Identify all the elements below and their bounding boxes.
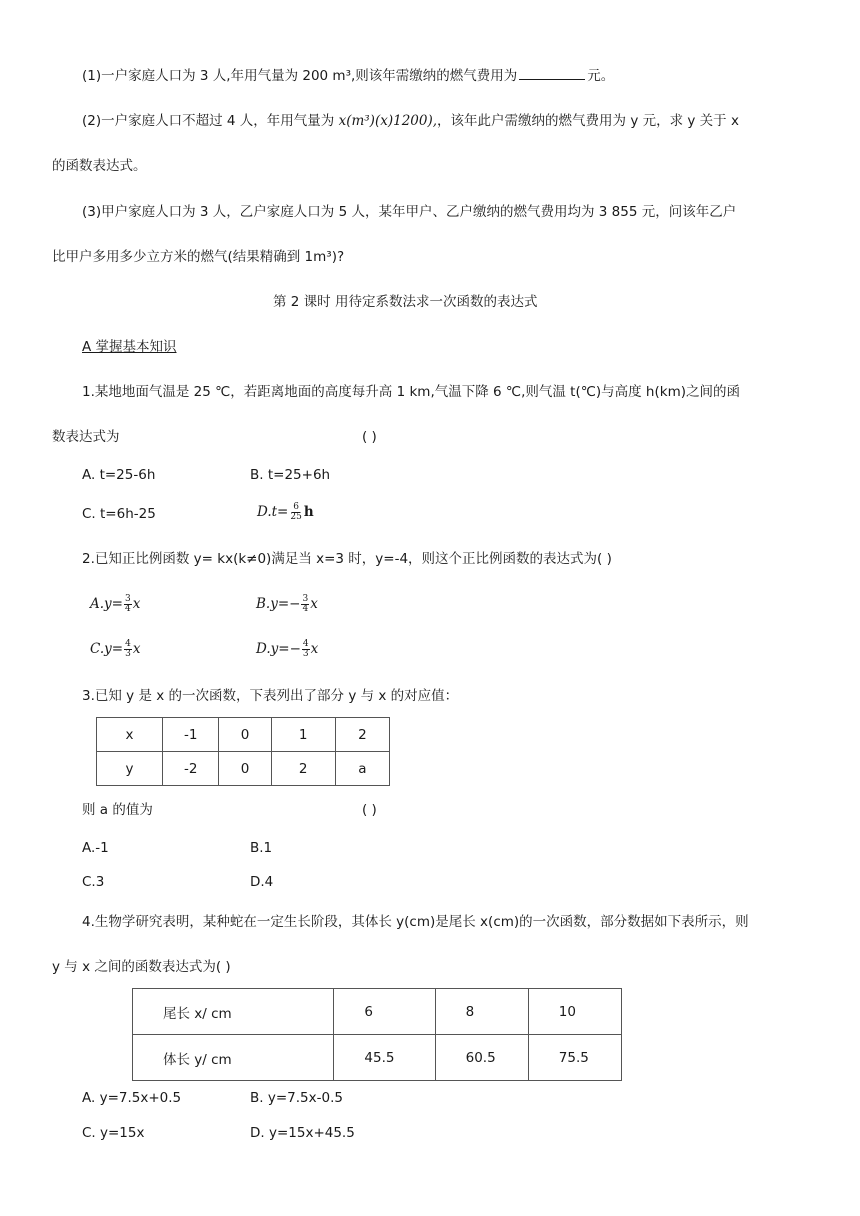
- section-title: 第 2 课时 用待定系数法求一次函数的表达式: [273, 294, 538, 310]
- fraction: $\frac{4}{3}$: [302, 639, 309, 659]
- q3-stem: 3.已知 y 是 x 的一次函数，下表列出了部分 y 与 x 的对应值：: [82, 688, 459, 704]
- prev-q3-line-2: 比甲户多用多少立方米的燃气(结果精确到 1m³)?: [52, 249, 345, 265]
- table-cell: 6: [334, 989, 435, 1035]
- table-cell: 60.5: [435, 1035, 528, 1081]
- q4-option-c: C. y=15x: [82, 1125, 145, 1141]
- q2-option-d: D.y=− $\frac{4}{3}$ x: [256, 639, 319, 659]
- table-row: [133, 989, 622, 1035]
- fraction: $\frac{4}{3}$: [125, 639, 131, 659]
- q2-option-c: C.y= $\frac{4}{3}$ x: [90, 639, 141, 659]
- table-cell: x: [97, 718, 163, 752]
- q3-option-b: B.1: [250, 840, 273, 856]
- q2-option-b: B.y=− $\frac{3}{4}$ x: [256, 594, 318, 614]
- q2-option-a: A.y= $\frac{3}{4}$ x: [90, 594, 141, 614]
- fraction: $\frac{3}{4}$: [302, 594, 309, 614]
- table-cell: 45.5: [334, 1035, 435, 1081]
- q3-ask: 则 a 的值为: [82, 802, 153, 818]
- fraction: $\frac{6}{25}$: [290, 502, 302, 522]
- table-cell: 2: [271, 752, 335, 786]
- table-cell: 8: [435, 989, 528, 1035]
- q1-option-c: C. t=6h-25: [82, 506, 156, 522]
- q4-stem-2: y 与 x 之间的函数表达式为( ): [52, 959, 231, 975]
- prev-q2-line: [82, 112, 739, 130]
- q4-option-a: A. y=7.5x+0.5: [82, 1090, 182, 1106]
- table-row: [97, 718, 390, 752]
- table-cell: -1: [163, 718, 219, 752]
- prev-q2-text-a: (2)一户家庭人口不超过 4 人，年用气量为: [82, 113, 335, 129]
- q3-answer-paren: ( ): [362, 802, 377, 818]
- table-cell: 尾长 x/ cm: [133, 989, 334, 1035]
- q1-stem-2: 数表达式为: [52, 429, 120, 445]
- table-cell: 1: [271, 718, 335, 752]
- q4-stem: 4.生物学研究表明，某种蛇在一定生长阶段，其体长 y(cm)是尾长 x(cm)的一次函数，部分数据如下表所示，则: [82, 914, 749, 930]
- table-cell: 10: [528, 989, 621, 1035]
- table-cell: 0: [219, 752, 271, 786]
- table-cell: a: [335, 752, 389, 786]
- q1-option-b: B. t=25+6h: [250, 467, 331, 483]
- q1-option-a: A. t=25-6h: [82, 467, 156, 483]
- q4-option-b: B. y=7.5x-0.5: [250, 1090, 343, 1106]
- table-cell: 75.5: [528, 1035, 621, 1081]
- table-cell: 0: [219, 718, 271, 752]
- q3-table: [96, 717, 390, 786]
- q4-option-d: D. y=15x+45.5: [250, 1125, 355, 1141]
- table-row: [133, 1035, 622, 1081]
- prev-q2-math: x(m³)(x)1200),: [338, 113, 438, 129]
- table-row: [97, 752, 390, 786]
- part-a-heading: A 掌握基本知识: [82, 339, 177, 355]
- table-cell: y: [97, 752, 163, 786]
- q3-option-a: A.-1: [82, 840, 109, 856]
- q3-option-d: D.4: [250, 874, 274, 890]
- q1-option-d: D.t= $\frac{6}{25}$ h: [257, 502, 314, 522]
- prev-q2-line-2: 的函数表达式。: [52, 158, 147, 174]
- q1-answer-paren: ( ): [362, 429, 377, 445]
- fraction: $\frac{3}{4}$: [124, 594, 131, 614]
- q3-option-c: C.3: [82, 874, 105, 890]
- answer-blank: [519, 67, 585, 80]
- prev-q1-text: (1)一户家庭人口为 3 人,年用气量为 200 m³,则该年需缴纳的燃气费用为: [82, 68, 518, 84]
- prev-q1-end: 元。: [587, 68, 615, 84]
- table-cell: 2: [335, 718, 389, 752]
- q1-stem: 1.某地地面气温是 25 ℃，若距离地面的高度每升高 1 km,气温下降 6 ℃,则气温 t(℃)与高度 h(km)之间的函: [82, 384, 740, 400]
- q2-stem: 2.已知正比例函数 y= kx(k≠0)满足当 x=3 时，y=-4，则这个正比例函数的表达式为( ): [82, 551, 612, 567]
- prev-q1-line: [82, 67, 614, 85]
- table-cell: -2: [163, 752, 219, 786]
- prev-q3-line: (3)甲户家庭人口为 3 人，乙户家庭人口为 5 人，某年甲户、乙户缴纳的燃气费用均为 3 855 元，问该年乙户: [82, 204, 737, 220]
- q4-table: [132, 988, 622, 1081]
- table-cell: 体长 y/ cm: [133, 1035, 334, 1081]
- prev-q2-text-b: ，该年此户需缴纳的燃气费用为 y 元，求 y 关于 x: [437, 113, 739, 129]
